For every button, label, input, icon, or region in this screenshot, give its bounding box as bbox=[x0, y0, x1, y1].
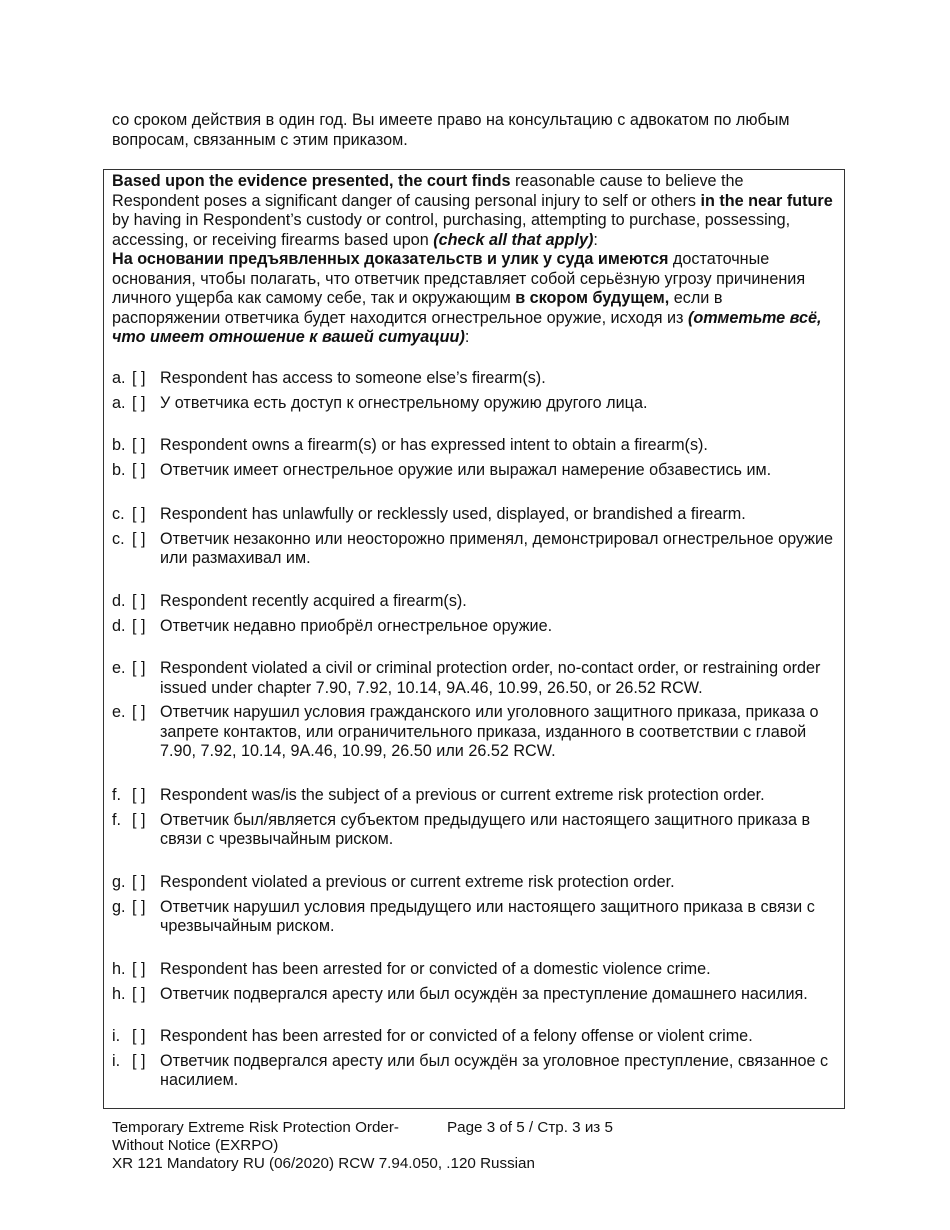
item-text-en: Respondent has been arrested for or convicted of a felony offense or violent crime. bbox=[160, 1027, 753, 1045]
findings-intro-ru bbox=[112, 250, 834, 348]
checkbox[interactable]: [ ] bbox=[132, 505, 146, 523]
item-letter: f. bbox=[112, 810, 121, 829]
checkbox[interactable]: [ ] bbox=[132, 659, 146, 677]
item-text-ru: Ответчик недавно приобрёл огнестрельное оружие. bbox=[160, 616, 553, 635]
item-letter: g. bbox=[112, 873, 126, 891]
item-letter: f. bbox=[112, 786, 121, 804]
checkbox[interactable]: [ ] bbox=[132, 592, 146, 610]
item-text-ru: Ответчик нарушил условия предыдущего или настоящего защитного приказа в связи с чрезвычайным риском. bbox=[160, 897, 815, 935]
item-letter: e. bbox=[112, 703, 126, 721]
item-letter: e. bbox=[112, 659, 126, 677]
item-text-en: Respondent has access to someone else’s firearm(s). bbox=[160, 369, 546, 387]
finding-g-ru-row bbox=[112, 898, 842, 937]
item-letter: h. bbox=[112, 960, 126, 978]
finding-h-ru-row bbox=[112, 985, 842, 1005]
finding-item-a bbox=[112, 369, 842, 413]
finding-item-c bbox=[112, 505, 842, 569]
checkbox[interactable]: [ ] bbox=[132, 616, 146, 635]
findings-ru-check-all: (отметьте всё, что имеет отношение к вашей ситуации) bbox=[112, 308, 822, 346]
item-letter: d. bbox=[112, 592, 126, 610]
item-text-en: Respondent has been arrested for or convicted of a domestic violence crime. bbox=[160, 960, 711, 978]
findings-en-check-all: (check all that apply) bbox=[433, 230, 594, 249]
footer-form-code: XR 121 Mandatory RU (06/2020) RCW 7.94.050, .120 Russian bbox=[112, 1155, 535, 1172]
finding-item-e bbox=[112, 659, 842, 762]
finding-item-b bbox=[112, 436, 842, 480]
findings-en-colon: : bbox=[593, 230, 598, 249]
item-text-ru: Ответчик был/является субъектом предыдущего или настоящего защитного приказа в связи с чрезвычайным риском. bbox=[160, 810, 811, 848]
item-letter: a. bbox=[112, 369, 126, 387]
checkbox[interactable]: [ ] bbox=[132, 960, 146, 978]
footer-line-1 bbox=[112, 1119, 613, 1137]
item-letter: b. bbox=[112, 436, 126, 454]
item-text-ru: Ответчик нарушил условия гражданского или уголовного защитного приказа, приказа о запрете контактов, или ограничительного приказа, изданного в соответствии с главой 7.90, 7.92, 10.14, 9A.46, 10.99, 26.50 или 26.52 RCW. bbox=[160, 703, 819, 760]
finding-i-ru-row bbox=[112, 1052, 842, 1091]
finding-f-ru-row bbox=[112, 811, 842, 850]
checkbox[interactable]: [ ] bbox=[132, 873, 146, 891]
checkbox[interactable]: [ ] bbox=[132, 897, 146, 916]
item-letter: b. bbox=[112, 460, 126, 479]
footer-form-title-line-2: Without Notice (EXRPO) bbox=[112, 1137, 279, 1154]
item-letter: c. bbox=[112, 529, 125, 548]
item-text-ru: Ответчик незаконно или неосторожно применял, демонстрировал огнестрельное оружие или размахивал им. bbox=[160, 529, 834, 567]
checkbox[interactable]: [ ] bbox=[132, 393, 146, 412]
finding-g-en-row bbox=[112, 873, 842, 893]
item-text-en: Respondent owns a firearm(s) or has expressed intent to obtain a firearm(s). bbox=[160, 436, 708, 454]
finding-a-ru-row bbox=[112, 394, 842, 414]
findings-en-bold-mid: in the near future bbox=[700, 191, 833, 210]
finding-b-en-row bbox=[112, 436, 842, 456]
checkbox[interactable]: [ ] bbox=[132, 984, 146, 1003]
findings-ru-colon: : bbox=[464, 328, 470, 346]
continued-paragraph: со сроком действия в один год. Вы имеете право на консультацию с адвокатом по любым вопросам, связанным с этим приказом. bbox=[112, 111, 790, 149]
checkbox[interactable]: [ ] bbox=[132, 1027, 146, 1045]
item-letter: h. bbox=[112, 984, 126, 1003]
item-text-en: Respondent recently acquired a firearm(s). bbox=[160, 592, 467, 610]
findings-en-text-1: reasonable cause to believe the Respondent poses a significant danger of causing personal injury to self or others bbox=[112, 172, 744, 210]
item-text-en: Respondent was/is the subject of a previous or current extreme risk protection order. bbox=[160, 786, 765, 804]
findings-ru-bold-start: На основании предъявленных доказательств и улик у суда имеются bbox=[112, 250, 669, 268]
item-letter: d. bbox=[112, 616, 126, 635]
finding-d-ru-row bbox=[112, 617, 842, 637]
finding-c-en-row bbox=[112, 505, 842, 525]
findings-en-bold-start: Based upon the evidence presented, the court finds bbox=[112, 172, 511, 190]
footer-page-number: Page 3 of 5 / Стр. 3 из 5 bbox=[447, 1119, 613, 1136]
item-text-en: Respondent violated a civil or criminal protection order, no-contact order, or restraining order issued under chapter 7.90, 7.92, 10.14, 9A.46, 10.99, 26.50, or 26.52 RCW. bbox=[160, 659, 821, 697]
checkbox[interactable]: [ ] bbox=[132, 703, 146, 721]
checkbox[interactable]: [ ] bbox=[132, 529, 146, 548]
findings-ru-text-2: если в распоряжении ответчика будет находится огнестрельное оружие, исходя из bbox=[112, 289, 723, 327]
item-letter: i. bbox=[112, 1051, 121, 1070]
item-text-en: Respondent violated a previous or current extreme risk protection order. bbox=[160, 873, 675, 891]
item-letter: i. bbox=[112, 1027, 121, 1045]
item-text-en: Respondent has unlawfully or recklessly used, displayed, or brandished a firearm. bbox=[160, 505, 746, 523]
finding-item-i bbox=[112, 1027, 842, 1091]
finding-item-g bbox=[112, 873, 842, 937]
item-text-ru: Ответчик подвергался аресту или был осуждён за преступление домашнего насилия. bbox=[160, 984, 808, 1003]
findings-intro bbox=[112, 172, 834, 348]
finding-f-en-row bbox=[112, 786, 842, 806]
item-letter: g. bbox=[112, 897, 126, 916]
finding-d-en-row bbox=[112, 592, 842, 612]
finding-item-f bbox=[112, 786, 842, 850]
finding-item-d bbox=[112, 592, 842, 636]
item-letter: c. bbox=[112, 505, 125, 523]
finding-b-ru-row bbox=[112, 461, 842, 481]
page-footer bbox=[112, 1119, 613, 1173]
checkbox[interactable]: [ ] bbox=[132, 786, 146, 804]
checkbox[interactable]: [ ] bbox=[132, 369, 146, 387]
checkbox[interactable]: [ ] bbox=[132, 460, 146, 479]
findings-ru-bold-mid: в скором будущем, bbox=[515, 289, 670, 307]
finding-i-en-row bbox=[112, 1027, 842, 1047]
finding-h-en-row bbox=[112, 960, 842, 980]
finding-item-h bbox=[112, 960, 842, 1004]
footer-form-title: Temporary Extreme Risk Protection Order- bbox=[112, 1119, 399, 1136]
checkbox[interactable]: [ ] bbox=[132, 436, 146, 454]
item-text-ru: Ответчик имеет огнестрельное оружие или выражал намерение обзавестись им. bbox=[160, 460, 772, 479]
findings-box bbox=[103, 169, 845, 1109]
findings-intro-en bbox=[112, 172, 834, 250]
checkbox[interactable]: [ ] bbox=[132, 1051, 146, 1070]
checkbox[interactable]: [ ] bbox=[132, 810, 146, 829]
item-letter: a. bbox=[112, 393, 126, 412]
item-text-ru: Ответчик подвергался аресту или был осуждён за уголовное преступление, связанное с насилием. bbox=[160, 1051, 829, 1089]
findings-ru-text-1: достаточные основания, чтобы полагать, что ответчик представляет собой серьёзную угрозу причинения личного ущерба как самому себе, так и окружающим bbox=[112, 250, 806, 307]
finding-e-en-row bbox=[112, 659, 842, 698]
finding-c-ru-row bbox=[112, 530, 842, 569]
findings-en-text-2: by having in Respondent’s custody or control, purchasing, attempting to purchase, possessing, accessing, or receiving firearms based upon bbox=[112, 211, 791, 249]
item-text-ru: У ответчика есть доступ к огнестрельному оружию другого лица. bbox=[160, 393, 648, 412]
finding-e-ru-row bbox=[112, 703, 842, 762]
finding-a-en-row bbox=[112, 369, 842, 389]
